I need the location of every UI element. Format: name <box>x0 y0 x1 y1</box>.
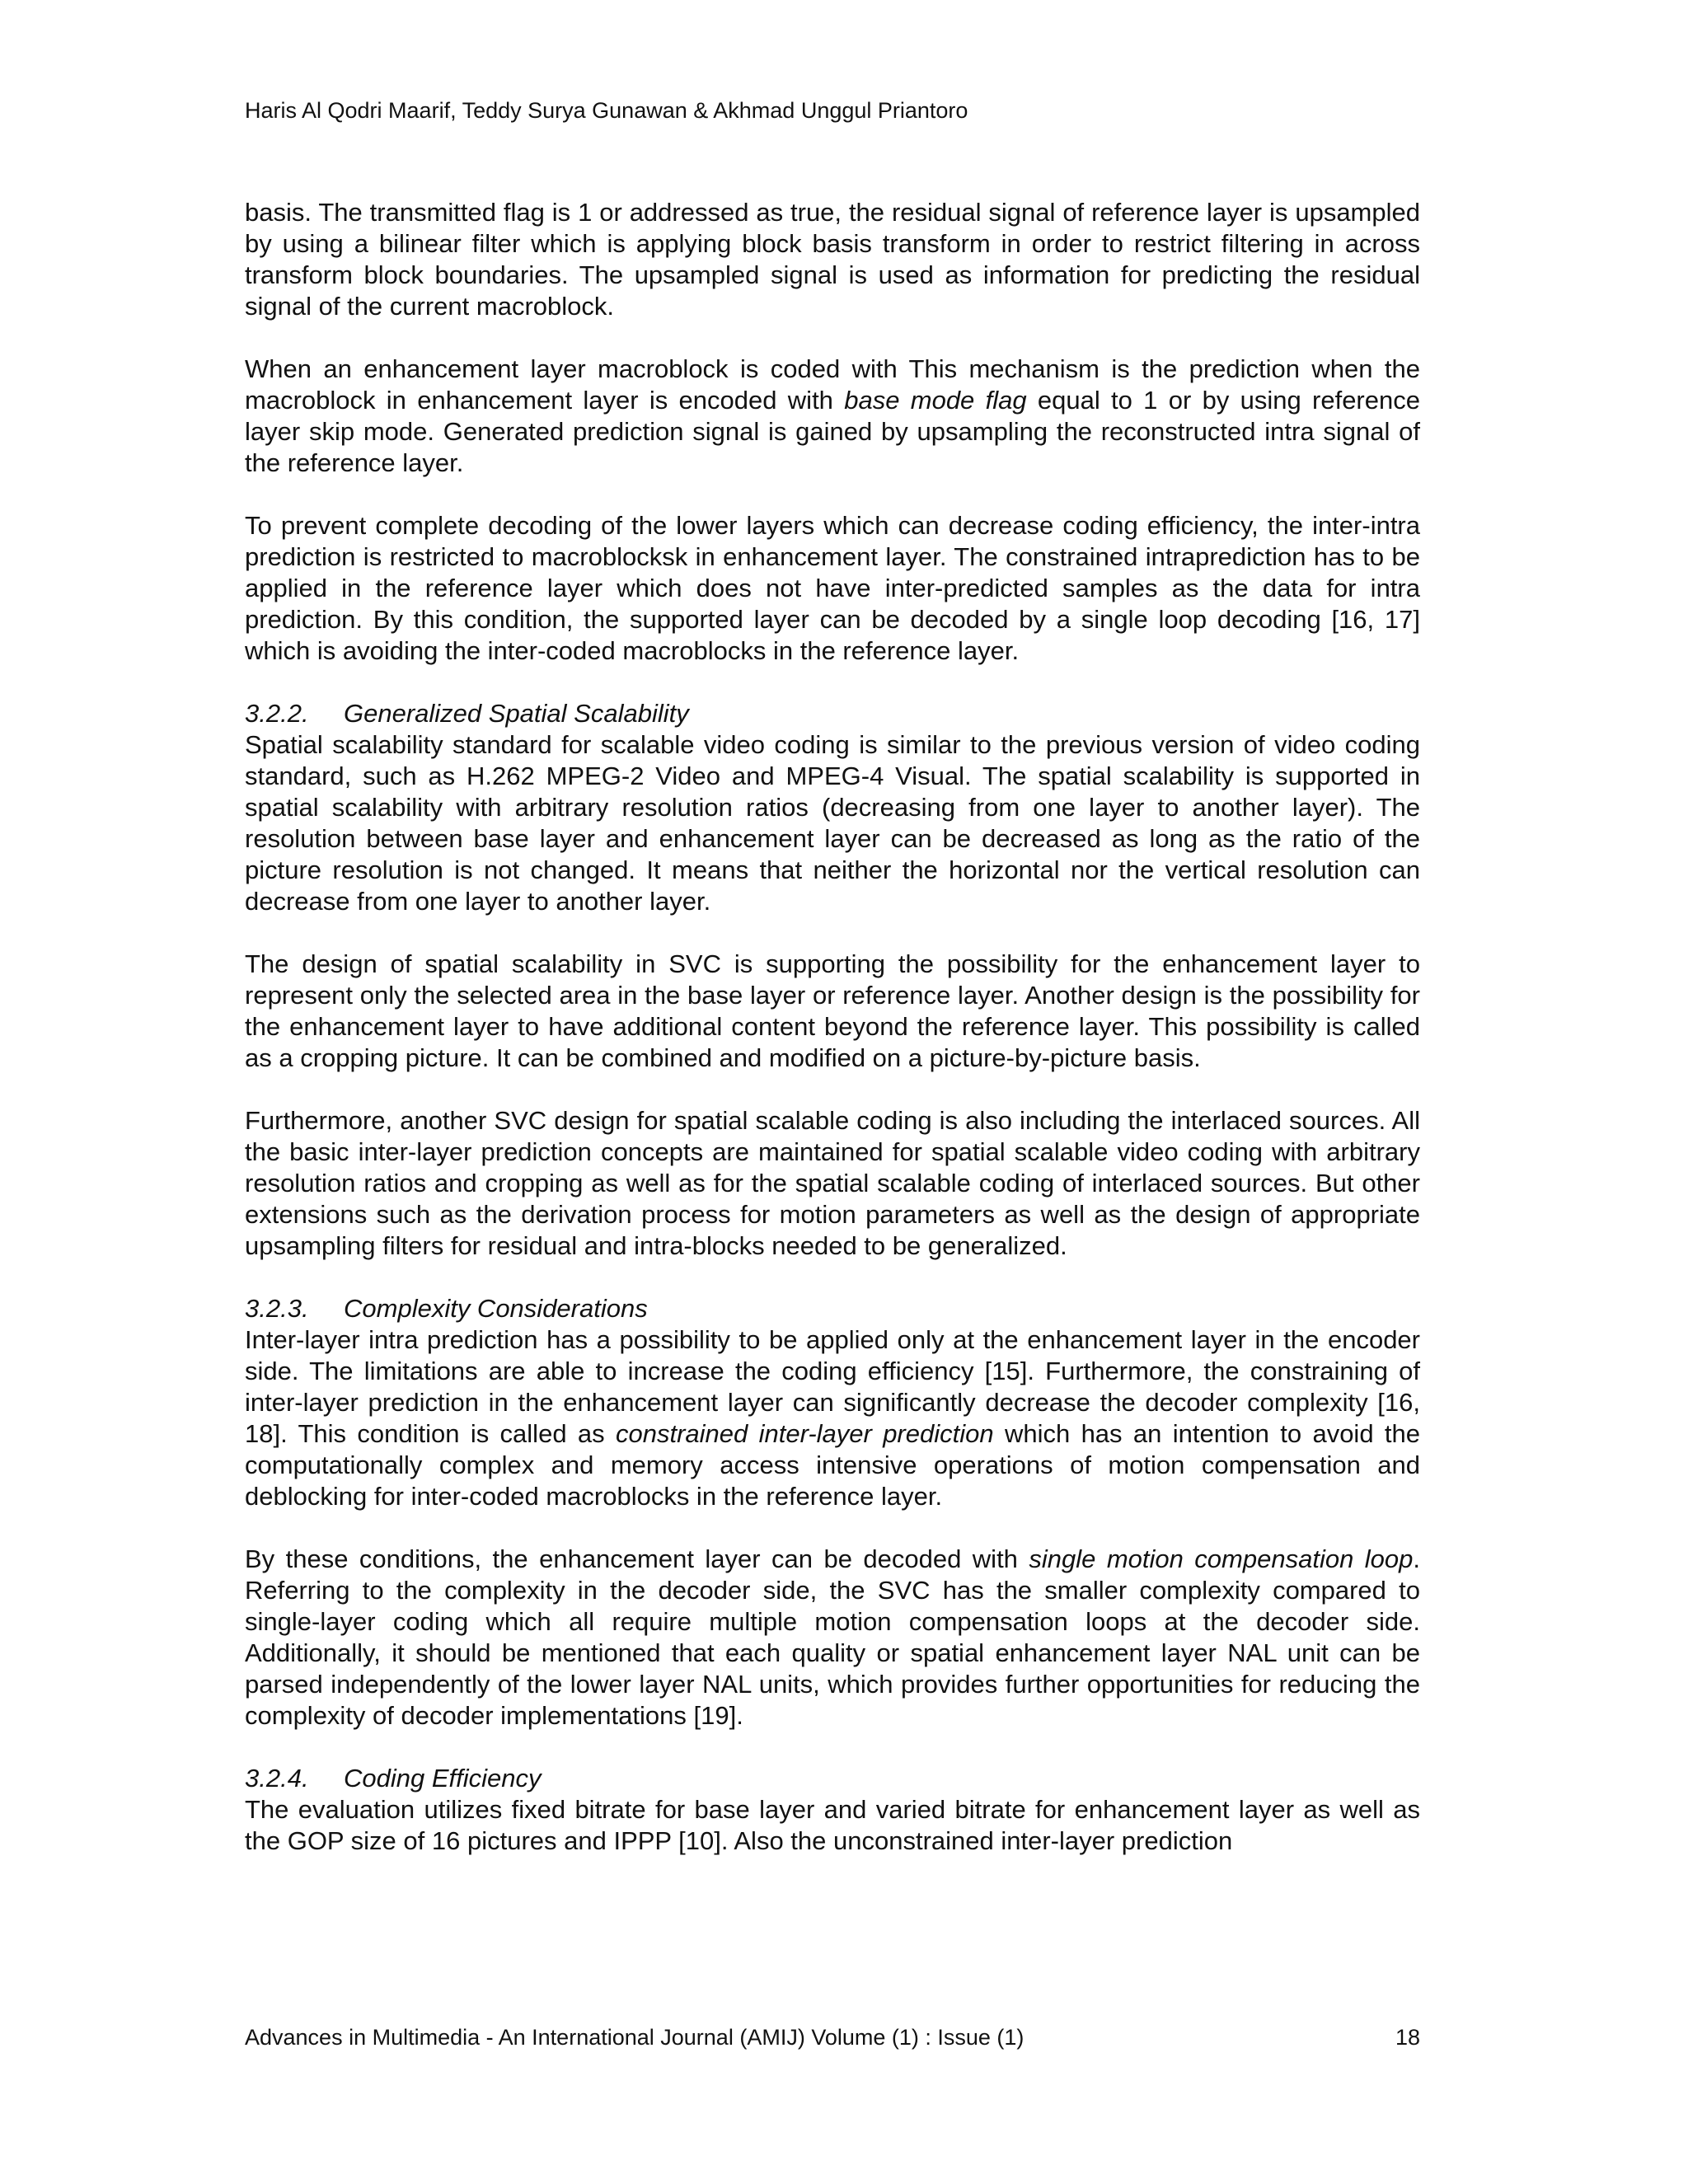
paragraph-text: which has an intention to avoid the computationally complex and memory access intensive operations of motion compensation and deblocking for inter-coded macroblocks in the reference layer. <box>245 1419 1420 1511</box>
page-number: 18 <box>1395 2025 1420 2050</box>
emphasis-text: constrained inter-layer prediction <box>615 1419 994 1448</box>
section-heading-3-2-2 <box>245 698 1420 729</box>
section-heading-3-2-4 <box>245 1763 1420 1794</box>
paragraph-text: equal to 1 or by using reference layer skip mode. Generated prediction signal is gained by upsampling the reconstructed intra signal of the reference layer. <box>245 386 1420 477</box>
paragraph: Furthermore, another SVC design for spatial scalable coding is also including the interlaced sources. All the basic inter-layer prediction concepts are maintained for spatial scalable video coding with arbitrary resolution ratios and cropping as well as for the spatial scalable coding of interlaced sources. But other extensions such as the derivation process for motion parameters as well as the design of appropriate upsampling filters for residual and intra-blocks needed to be generalized. <box>245 1106 1420 1260</box>
section-title: Coding Efficiency <box>344 1764 542 1793</box>
paragraph-text: When an enhancement layer macroblock is coded with This mechanism is the prediction when the macroblock in enhancement layer is encoded with <box>245 354 1420 415</box>
paragraph: The evaluation utilizes fixed bitrate for base layer and varied bitrate for enhancement layer as well as the GOP size of 16 pictures and IPPP [10]. Also the unconstrained inter-layer prediction <box>245 1795 1420 1855</box>
paragraph: basis. The transmitted flag is 1 or addressed as true, the residual signal of reference layer is upsampled by using a bilinear filter which is applying block basis transform in order to restrict filtering in across transform block boundaries. The upsampled signal is used as information for predicting the residual signal of the current macroblock. <box>245 198 1420 321</box>
paragraph: Spatial scalability standard for scalable video coding is similar to the previous version of video coding standard, such as H.262 MPEG-2 Video and MPEG-4 Visual. The spatial scalability is supported in spatial scalability with arbitrary resolution ratios (decreasing from one layer to another layer). The resolution between base layer and enhancement layer can be decreased as long as the ratio of the picture resolution is not changed. It means that neither the horizontal nor the vertical resolution can decrease from one layer to another layer. <box>245 730 1420 916</box>
paragraph-text: By these conditions, the enhancement layer can be decoded with <box>245 1544 1029 1573</box>
page-footer <box>245 2023 1420 2051</box>
paragraph: The design of spatial scalability in SVC is supporting the possibility for the enhancement layer to represent only the selected area in the base layer or reference layer. Another design is the possibility for the enhancement layer to have additional content beyond the reference layer. This possibility is called as a cropping picture. It can be combined and modified on a picture-by-picture basis. <box>245 949 1420 1072</box>
paragraph-text: Inter-layer intra prediction has a possibility to be applied only at the enhancement layer in the encoder side. The limitations are able to increase the coding efficiency [15]. Furthermore, the constraining of inter-layer prediction in the enhancement layer can significantly decrease the decoder complexity [16, 18]. This condition is called as <box>245 1325 1420 1448</box>
emphasis-text: base mode flag <box>844 386 1027 415</box>
section-title: Complexity Considerations <box>344 1294 648 1323</box>
paragraph <box>245 354 1420 479</box>
body-text <box>245 197 1420 1888</box>
paragraph: To prevent complete decoding of the lower layers which can decrease coding efficiency, the inter-intra prediction is restricted to macroblocksk in enhancement layer. The constrained intraprediction has to be applied in the reference layer which does not have inter-predicted samples as the data for intra prediction. By this condition, the supported layer can be decoded by a single loop decoding [16, 17] which is avoiding the inter-coded macroblocks in the reference layer. <box>245 511 1420 665</box>
section-number: 3.2.3. <box>245 1294 309 1323</box>
paragraph <box>245 1544 1420 1732</box>
paragraph <box>245 1324 1420 1512</box>
section-number: 3.2.2. <box>245 699 309 728</box>
journal-citation: Advances in Multimedia - An International Journal (AMIJ) Volume (1) : Issue (1) <box>245 2025 1025 2050</box>
section-title: Generalized Spatial Scalability <box>344 699 689 728</box>
section-number: 3.2.4. <box>245 1764 309 1793</box>
running-head-authors: Haris Al Qodri Maarif, Teddy Surya Gunawan & Akhmad Unggul Priantoro <box>245 98 968 123</box>
emphasis-text: single motion compensation loop <box>1029 1544 1414 1573</box>
paragraph-text: . Referring to the complexity in the decoder side, the SVC has the smaller complexity compared to single-layer coding which all require multiple motion compensation loops at the decoder side. Additionally, it should be mentioned that each quality or spatial enhancement layer NAL unit can be parsed independently of the lower layer NAL units, which provides further opportunities for reducing the complexity of decoder implementations [19]. <box>245 1544 1421 1730</box>
section-heading-3-2-3 <box>245 1293 1420 1324</box>
